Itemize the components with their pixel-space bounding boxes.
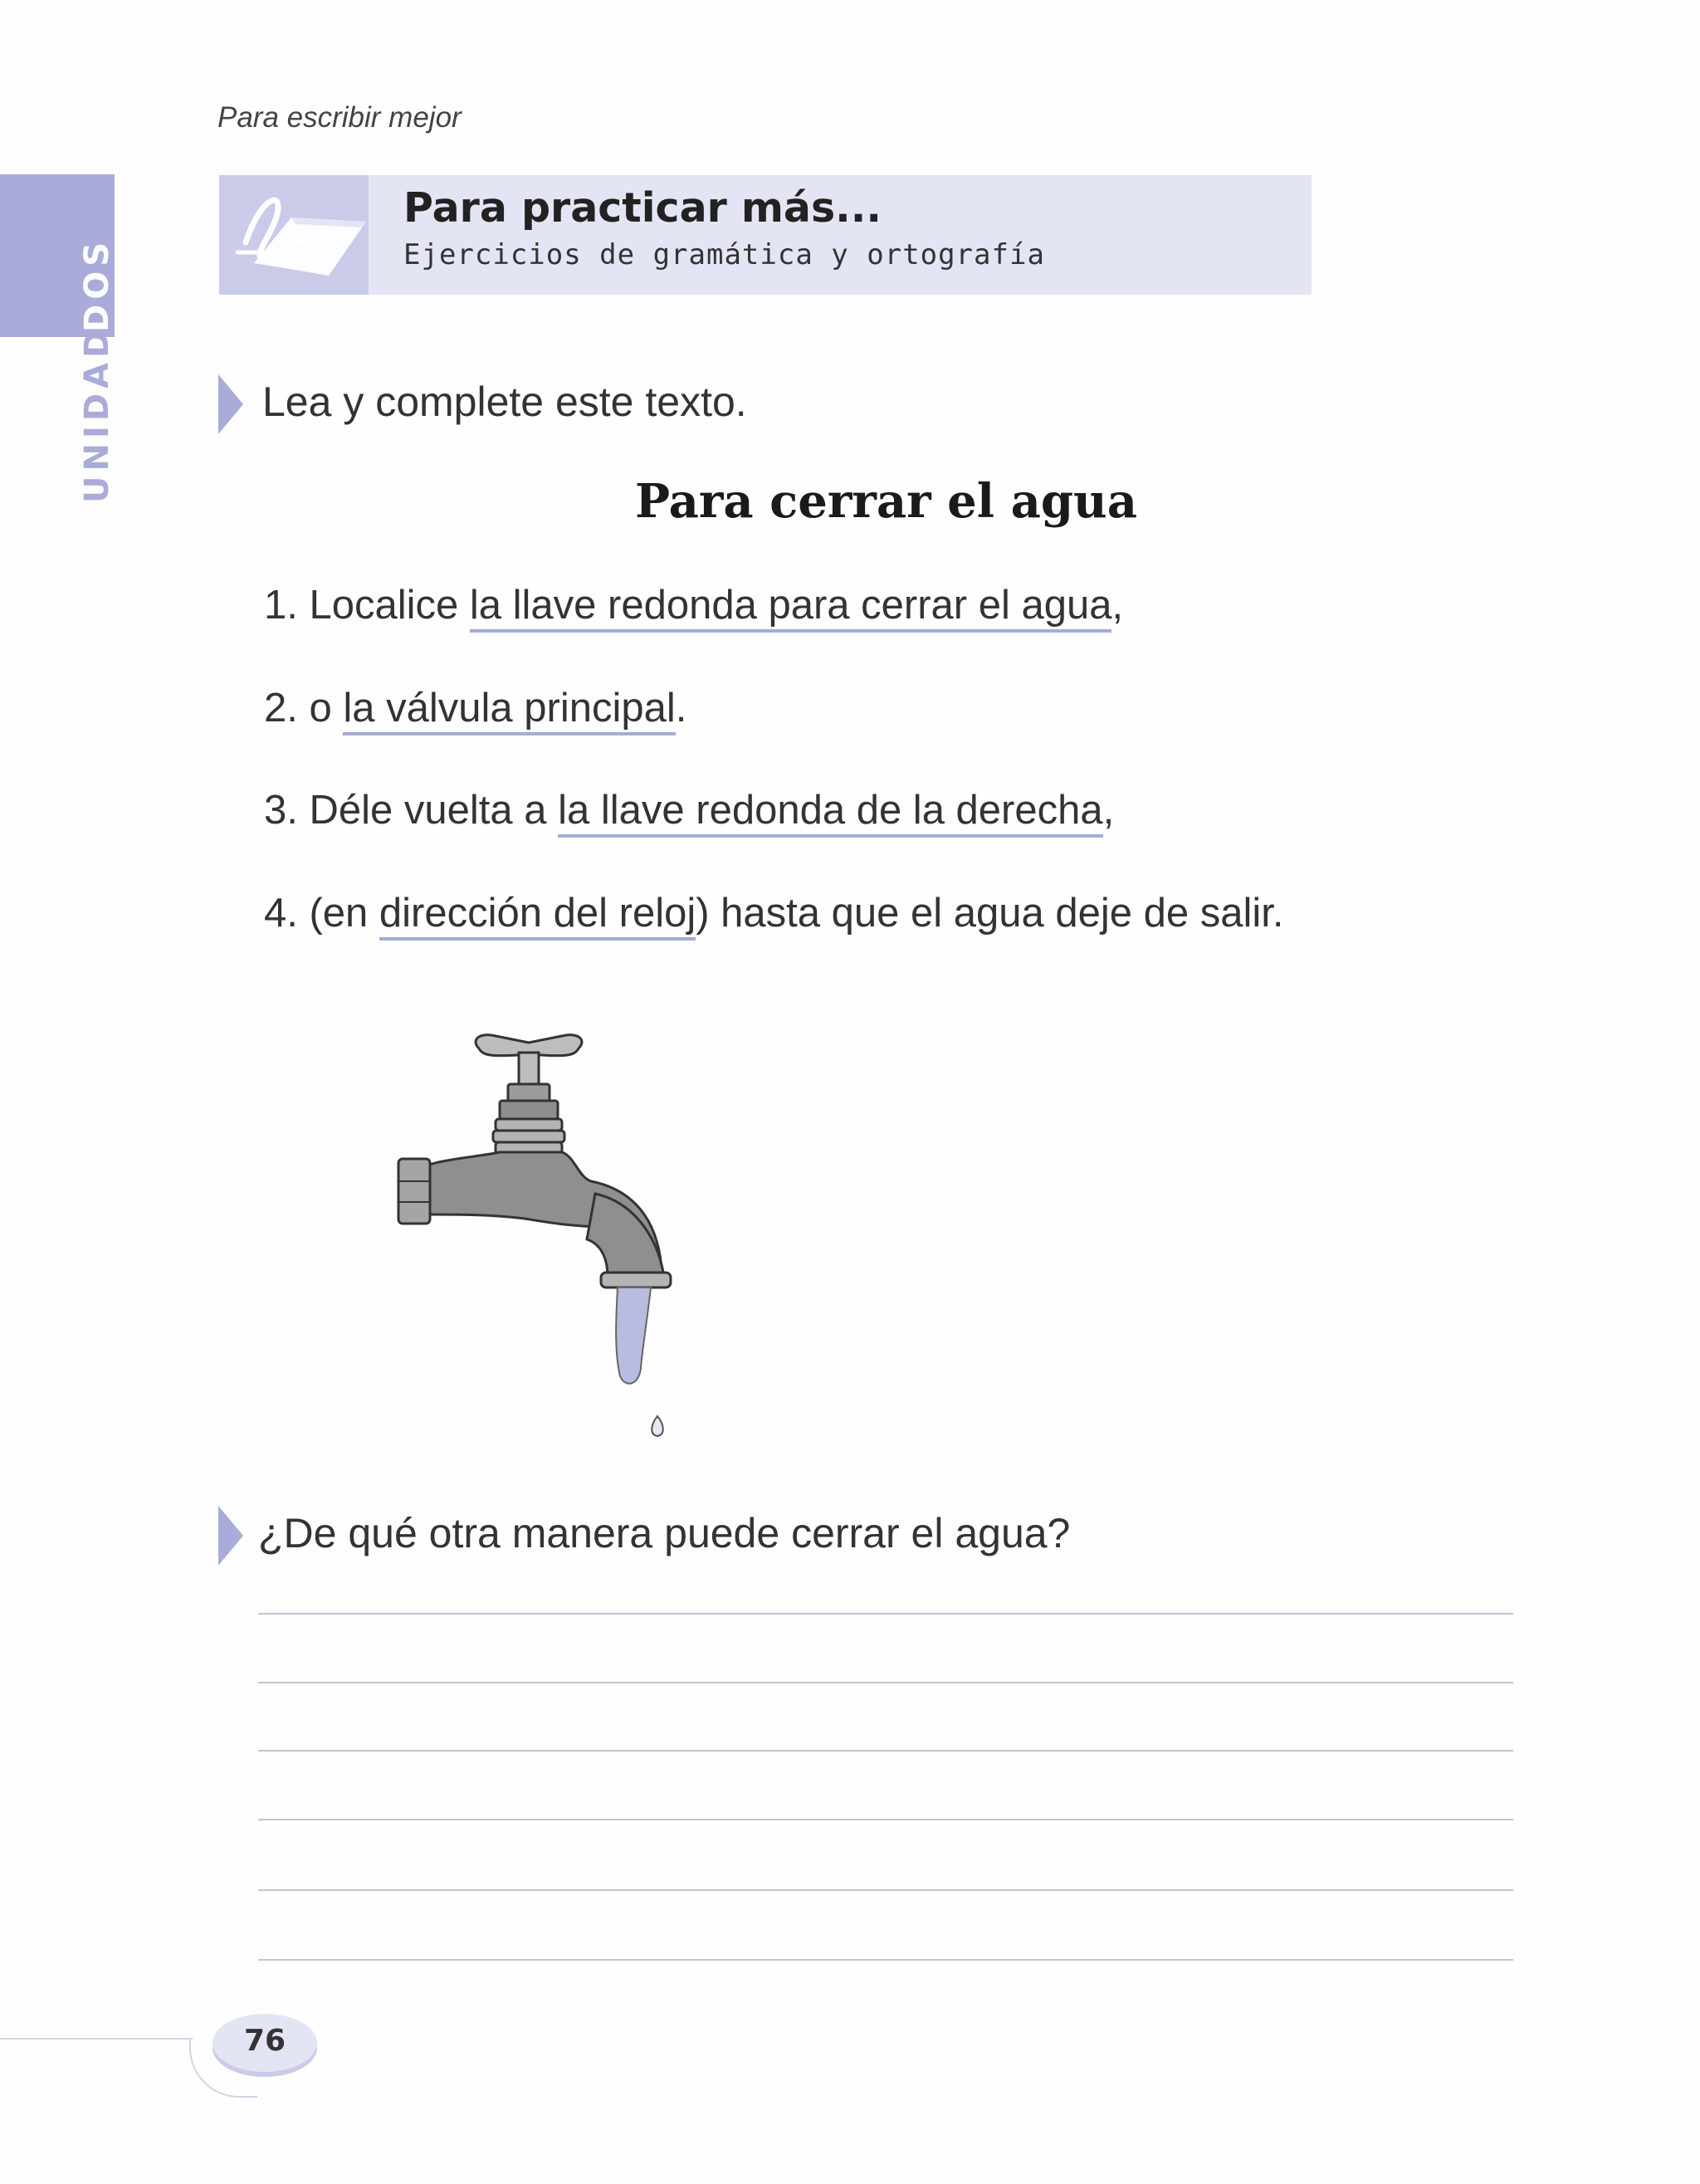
step-prefix: 2. o [264, 686, 344, 730]
page-number: 76 [243, 2024, 286, 2058]
running-header: Para escribir mejor [217, 101, 462, 134]
step-suffix: ) hasta que el agua deje de salir. [696, 891, 1284, 936]
answer-line[interactable] [258, 1889, 1513, 1891]
step-1 [264, 582, 1123, 628]
answer-line[interactable] [258, 1819, 1513, 1820]
answer-line[interactable] [258, 1750, 1513, 1752]
exercise1-instruction: Lea y complete este texto. [262, 379, 747, 425]
step-prefix: 3. Déle vuelta a [264, 788, 559, 833]
step-answer: dirección del reloj [379, 891, 696, 941]
step-suffix: , [1102, 788, 1115, 833]
banner-title: Para practicar más... [403, 184, 882, 232]
answer-line[interactable] [258, 1613, 1513, 1615]
answer-line[interactable] [258, 1682, 1513, 1683]
step-3 [264, 787, 1114, 833]
faucet-icon [383, 1019, 716, 1468]
footer-rule [0, 2038, 193, 2040]
instruction-arrow-icon [218, 374, 243, 434]
step-prefix: 4. (en [264, 891, 379, 936]
step-prefix: 1. Localice [264, 583, 470, 628]
step-2 [264, 685, 686, 731]
step-4 [264, 890, 1284, 936]
unit-number-label: DOS [78, 237, 116, 332]
step-suffix: , [1111, 583, 1124, 628]
step-answer: la válvula principal [343, 686, 675, 735]
answer-line[interactable] [258, 1959, 1513, 1961]
banner-subtitle: Ejercicios de gramática y ortografía [403, 238, 1045, 271]
step-answer: la llave redonda de la derecha [558, 788, 1103, 838]
instruction-arrow-icon [218, 1506, 243, 1566]
text-title: Para cerrar el agua [634, 474, 1138, 529]
exercise2-instruction: ¿De qué otra manera puede cerrar el agua? [258, 1510, 1071, 1556]
step-answer: la llave redonda para cerrar el agua [470, 583, 1112, 633]
unit-word-label: UNIDAD [78, 325, 116, 503]
step-suffix: . [675, 686, 687, 730]
writing-paper-icon [229, 184, 370, 288]
